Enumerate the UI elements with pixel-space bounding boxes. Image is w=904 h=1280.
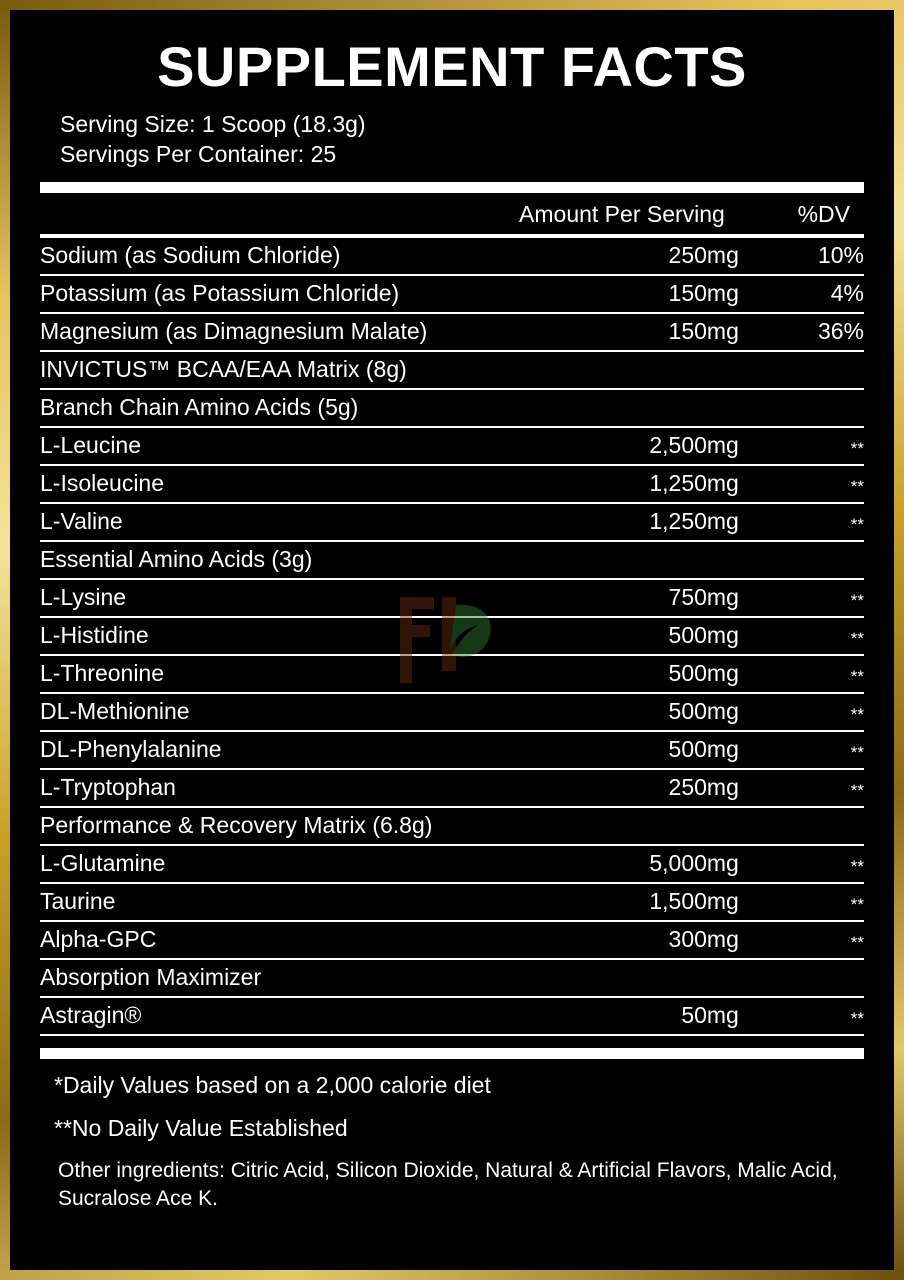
table-row: [40, 351, 864, 389]
row-amount: 1,250mg: [486, 503, 739, 541]
row-ingredient-name: DL-Phenylalanine: [40, 731, 486, 769]
row-daily-value: **: [739, 655, 864, 693]
row-daily-value: [739, 389, 864, 427]
table-row: [40, 883, 864, 921]
table-header-row: [40, 193, 864, 236]
row-daily-value: **: [739, 465, 864, 503]
page-title: SUPPLEMENT FACTS: [157, 35, 747, 98]
row-amount: [486, 541, 739, 579]
row-ingredient-name: L-Tryptophan: [40, 769, 486, 807]
row-daily-value: 4%: [739, 275, 864, 313]
row-amount: 150mg: [486, 275, 739, 313]
table-row: [40, 959, 864, 997]
row-ingredient-name: Magnesium (as Dimagnesium Malate): [40, 313, 486, 351]
row-amount: 150mg: [486, 313, 739, 351]
table-row: [40, 541, 864, 579]
row-daily-value: **: [739, 883, 864, 921]
servings-per-container-line: Servings Per Container: 25: [60, 141, 337, 168]
row-amount: 300mg: [486, 921, 739, 959]
row-amount: 500mg: [486, 731, 739, 769]
table-row: [40, 693, 864, 731]
row-daily-value: [739, 807, 864, 845]
serving-size-line: Serving Size: 1 Scoop (18.3g): [60, 110, 366, 137]
divider-thick-bottom: [40, 1048, 864, 1059]
row-ingredient-name: Sodium (as Sodium Chloride): [40, 236, 486, 275]
row-amount: 50mg: [486, 997, 739, 1035]
table-row: [40, 769, 864, 807]
table-row: [40, 275, 864, 313]
row-ingredient-name: DL-Methionine: [40, 693, 486, 731]
other-ingredients: Other ingredients: Citric Acid, Silicon Dioxide, Natural & Artificial Flavors, Malic Acid, Sucralose Ace K.: [58, 1159, 838, 1210]
row-daily-value: **: [739, 503, 864, 541]
row-ingredient-name: INVICTUS™ BCAA/EAA Matrix (8g): [40, 351, 486, 389]
table-row: [40, 617, 864, 655]
row-daily-value: **: [739, 845, 864, 883]
row-amount: 250mg: [486, 769, 739, 807]
table-row: [40, 236, 864, 275]
row-amount: 250mg: [486, 236, 739, 275]
row-amount: 750mg: [486, 579, 739, 617]
row-ingredient-name: Performance & Recovery Matrix (6.8g): [40, 807, 486, 845]
table-row: [40, 427, 864, 465]
row-ingredient-name: L-Threonine: [40, 655, 486, 693]
row-amount: [486, 807, 739, 845]
row-daily-value: 10%: [739, 236, 864, 275]
row-ingredient-name: Astragin®: [40, 997, 486, 1035]
row-daily-value: [739, 541, 864, 579]
row-ingredient-name: Absorption Maximizer: [40, 959, 486, 997]
row-ingredient-name: Essential Amino Acids (3g): [40, 541, 486, 579]
row-ingredient-name: Alpha-GPC: [40, 921, 486, 959]
row-daily-value: [739, 351, 864, 389]
row-amount: 2,500mg: [486, 427, 739, 465]
table-row: [40, 503, 864, 541]
row-daily-value: **: [739, 617, 864, 655]
row-daily-value: 36%: [739, 313, 864, 351]
row-daily-value: **: [739, 693, 864, 731]
row-amount: [486, 389, 739, 427]
table-row: [40, 845, 864, 883]
row-ingredient-name: L-Leucine: [40, 427, 486, 465]
row-daily-value: **: [739, 579, 864, 617]
row-ingredient-name: L-Histidine: [40, 617, 486, 655]
footnote-no-daily-value: **No Daily Value Established: [54, 1114, 348, 1141]
table-row: [40, 655, 864, 693]
table-row: [40, 579, 864, 617]
row-amount: 500mg: [486, 655, 739, 693]
nutrition-table: [40, 193, 864, 1036]
row-amount: 500mg: [486, 693, 739, 731]
row-amount: 500mg: [486, 617, 739, 655]
row-daily-value: **: [739, 427, 864, 465]
table-row: [40, 921, 864, 959]
row-daily-value: **: [739, 997, 864, 1035]
column-header-dv: %DV: [739, 193, 864, 236]
table-row: [40, 807, 864, 845]
row-ingredient-name: L-Valine: [40, 503, 486, 541]
row-amount: 5,000mg: [486, 845, 739, 883]
row-daily-value: **: [739, 769, 864, 807]
supplement-facts-inner: [10, 10, 894, 1270]
row-ingredient-name: L-Isoleucine: [40, 465, 486, 503]
row-amount: 1,250mg: [486, 465, 739, 503]
row-daily-value: **: [739, 731, 864, 769]
table-row: [40, 731, 864, 769]
row-ingredient-name: Branch Chain Amino Acids (5g): [40, 389, 486, 427]
table-row: [40, 389, 864, 427]
row-daily-value: **: [739, 921, 864, 959]
footnote-daily-values: *Daily Values based on a 2,000 calorie diet: [54, 1071, 491, 1098]
row-ingredient-name: L-Lysine: [40, 579, 486, 617]
table-row: [40, 313, 864, 351]
row-daily-value: [739, 959, 864, 997]
divider-thick-top: [40, 182, 864, 193]
column-header-name: [40, 193, 486, 236]
table-row: [40, 465, 864, 503]
row-ingredient-name: L-Glutamine: [40, 845, 486, 883]
column-header-amount: Amount Per Serving: [486, 193, 739, 236]
row-amount: [486, 959, 739, 997]
row-ingredient-name: Taurine: [40, 883, 486, 921]
row-ingredient-name: Potassium (as Potassium Chloride): [40, 275, 486, 313]
row-amount: 1,500mg: [486, 883, 739, 921]
row-amount: [486, 351, 739, 389]
table-row: [40, 997, 864, 1035]
